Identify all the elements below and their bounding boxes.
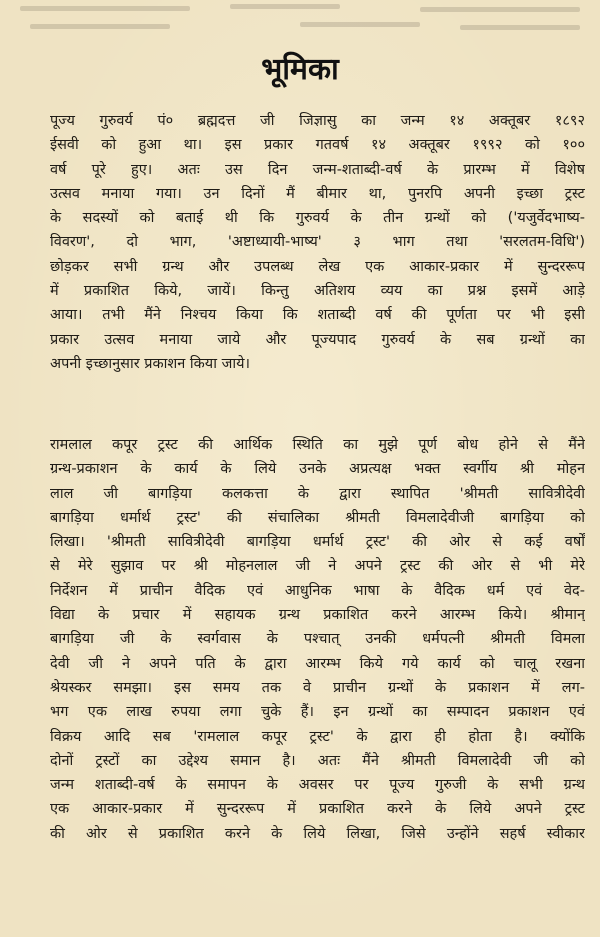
paragraph-1 (50, 109, 585, 376)
paragraph-line: जन्म शताब्दी-वर्ष के समापन के अवसर पर पूज्य गुरुजी के सभी ग्रन्थ (50, 777, 585, 794)
paragraph-line: निर्देशन में प्राचीन वैदिक एवं आधुनिक भाषा के वैदिक धर्म एवं वेद- (50, 582, 585, 599)
paragraph-line: रामलाल कपूर ट्रस्ट की आर्थिक स्थिति का मुझे पूर्ण बोध होने से मैंने (50, 437, 585, 453)
paragraph-line: देवी जी ने अपने पति के द्वारा आरम्भ किये गये कार्य को चालू रखना (50, 655, 585, 672)
paragraph-line: ग्रन्थ-प्रकाशन के कार्य के लिये उनके अप्रत्यक्ष भक्त स्वर्गीय श्री मोहन (50, 461, 585, 478)
page-title: भूमिका (261, 52, 339, 87)
paragraph-line: पूज्य गुरुवर्य पं० ब्रह्मदत्त जी जिज्ञासु का जन्म १४ अक्तूबर १८९२ (50, 113, 585, 129)
paragraph-line: श्रेयस्कर समझा। इस समय तक वे प्राचीन ग्रन्थों के प्रकाशन में लग- (50, 679, 585, 696)
paragraph-line: बागड़िया धर्मार्थ ट्रस्ट' की संचालिका श्रीमती विमलादेवीजी बागड़िया को (50, 509, 585, 526)
paragraph-line: से मेरे सुझाव पर श्री मोहनलाल जी ने अपने ट्रस्ट की ओर से भी मेरे (50, 558, 585, 575)
paragraph-2 (50, 433, 585, 846)
bleed-through-text (0, 0, 600, 40)
paragraph-line: दोनों ट्रस्टों का उद्देश्य समान है। अतः मैंने श्रीमती विमलादेवी जी को (50, 752, 585, 769)
paragraph-line: अपनी इच्छानुसार प्रकाशन किया जाये। (50, 355, 250, 372)
paragraph-line: विद्या के प्रचार में सहायक ग्रन्थ प्रकाशित करने आरम्भ किये। श्रीमान् (50, 607, 585, 624)
paragraph-line: के सदस्यों को बताई थी कि गुरुवर्य के तीन ग्रन्थों को ('यजुर्वेदभाष्य- (50, 210, 585, 227)
paragraph-line: की ओर से प्रकाशित करने के लिये लिखा, जिसे उन्होंने सहर्ष स्वीकार (50, 825, 585, 842)
paragraph-line: ईसवी को हुआ था। इस प्रकार गतवर्ष १४ अक्तूबर १९९२ को १०० (50, 137, 585, 154)
paragraph-line: उत्सव मनाया गया। उन दिनों मैं बीमार था, पुनरपि अपनी इच्छा ट्रस्ट (50, 185, 585, 202)
paragraph-line: प्रकार उत्सव मनाया जाये और पूज्यपाद गुरुवर्य के सब ग्रन्थों का (50, 331, 585, 348)
paragraph-line: लिखा। 'श्रीमती सावित्रीदेवी बागड़िया धर्मार्थ ट्रस्ट' की ओर से कई वर्षों (50, 534, 585, 551)
paragraph-line: एक आकार-प्रकार में सुन्दररूप में प्रकाशित करने के लिये अपने ट्रस्ट (50, 801, 585, 818)
paragraph-line: लाल जी बागड़िया कलकत्ता के द्वारा स्थापित 'श्रीमती सावित्रीदेवी (50, 485, 585, 502)
paragraph-line: भग एक लाख रुपया लगा चुके हैं। इन ग्रन्थों का सम्पादन प्रकाशन एवं (50, 704, 585, 721)
paragraph-line: छोड़कर सभी ग्रन्थ और उपलब्ध लेख एक आकार-प्रकार में सुन्दररूप (50, 258, 585, 275)
paragraph-line: वर्ष पूरे हुए। अतः उस दिन जन्म-शताब्दी-वर्ष के प्रारम्भ में विशेष (50, 161, 585, 178)
paragraph-line: विवरण', दो भाग, 'अष्टाध्यायी-भाष्य' ३ भाग तथा 'सरलतम-विधि') (50, 234, 585, 251)
paragraph-line: में प्रकाशित किये, जायें। किन्तु अतिशय व्यय का प्रश्न इसमें आड़े (50, 283, 585, 300)
paragraph-line: बागड़िया जी के स्वर्गवास के पश्चात् उनकी धर्मपत्नी श्रीमती विमला (50, 631, 585, 648)
paragraph-line: विक्रय आदि सब 'रामलाल कपूर ट्रस्ट' के द्वारा ही होता है। क्योंकि (50, 728, 585, 745)
paragraph-line: आया। तभी मैंने निश्चय किया कि शताब्दी वर्ष की पूर्णता पर भी इसी (50, 307, 585, 324)
